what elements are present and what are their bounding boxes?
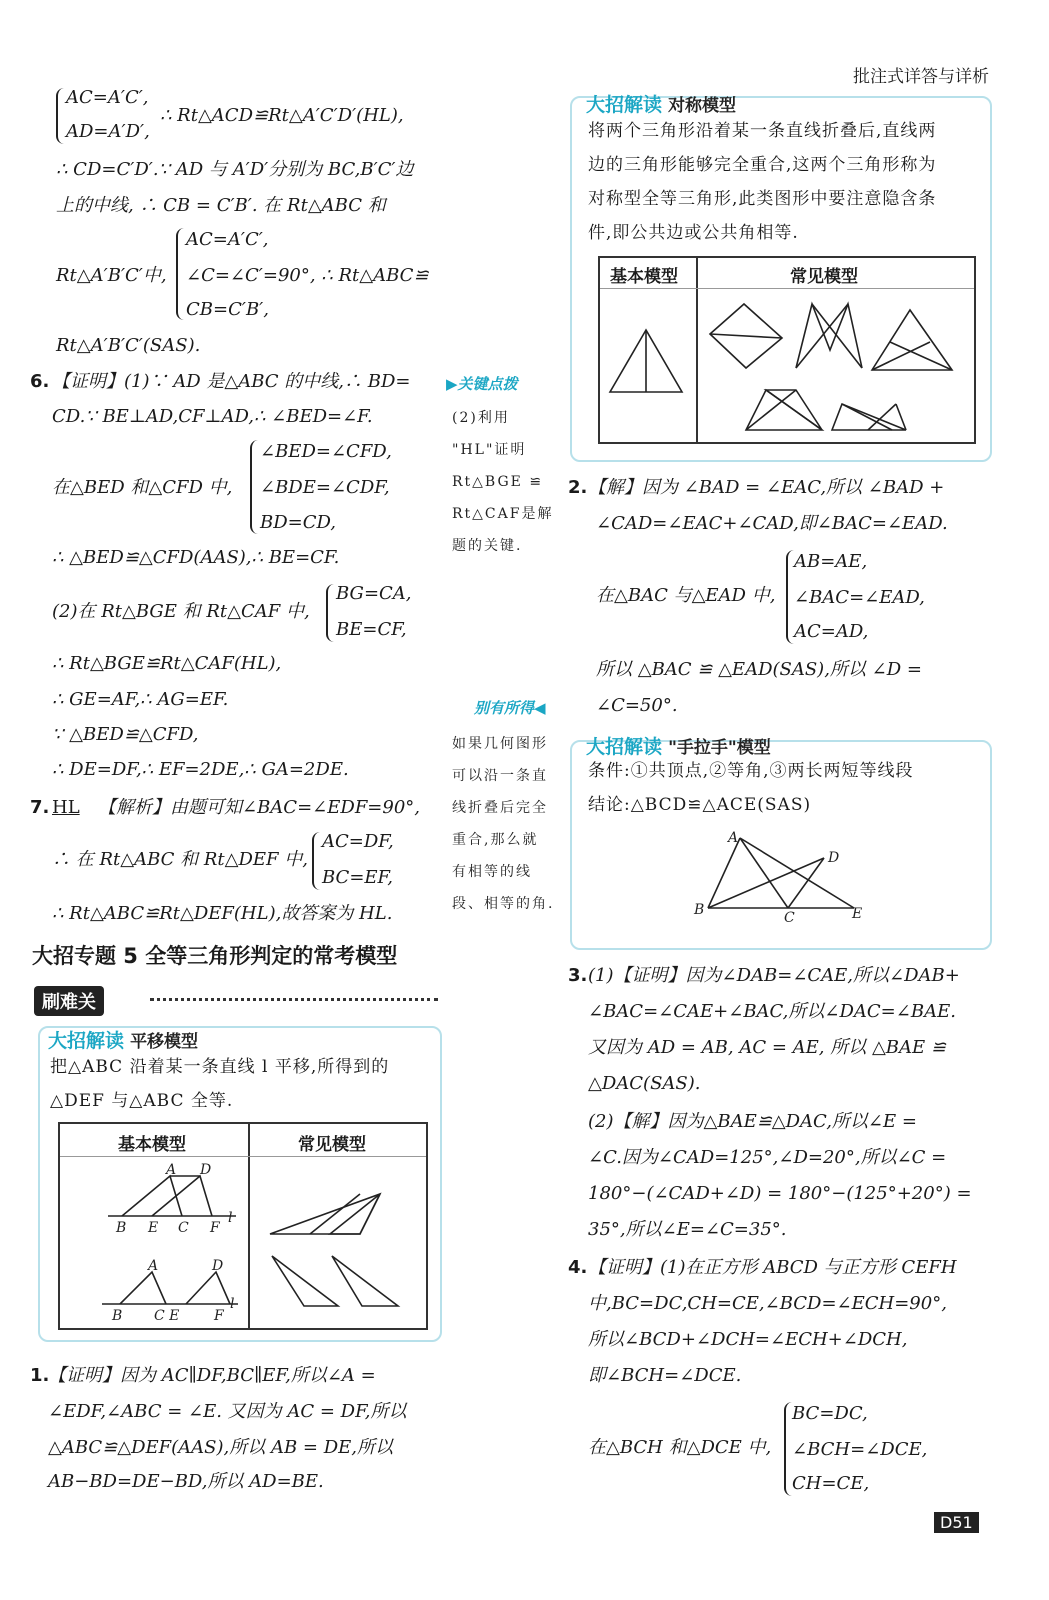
- text-line: ∠C.因为∠CAD=125°,∠D=20°,所以∠C =: [588, 1147, 947, 1168]
- text-line: ∠EDF,∠ABC = ∠E. 又因为 AC = DF,所以: [48, 1401, 407, 1422]
- tip-text: 件,即公共边或公共角相等.: [588, 223, 799, 243]
- fig-label: E: [852, 906, 863, 922]
- question-number: 6.: [30, 371, 50, 392]
- text-line: Rt△A′B′C′(SAS).: [56, 335, 201, 356]
- text-line: 【证明】(1)∵ AD 是△ABC 的中线,∴ BD=: [52, 371, 411, 392]
- text-line: ∵ △BED≌△CFD,: [52, 724, 199, 745]
- text-line: BC=DC,: [792, 1403, 868, 1424]
- table-divider: [60, 1156, 426, 1157]
- translation-figures: [60, 1158, 424, 1326]
- tip-text: 对称型全等三角形,此类图形中要注意隐含条: [588, 189, 937, 209]
- text-line: AC=AD,: [794, 621, 869, 642]
- brace: [176, 228, 184, 320]
- fig-label: l: [230, 1296, 235, 1312]
- question-number: 7.: [30, 797, 50, 818]
- fig-label: C: [784, 910, 795, 926]
- brush-logo: 刷难关: [34, 986, 104, 1016]
- question-number: 3.: [568, 965, 588, 986]
- text-line: △ABC≌△DEF(AAS),所以 AB = DE,所以: [48, 1437, 394, 1458]
- dotted-divider: [150, 998, 438, 1001]
- text-line: 在△BCH 和△DCE 中,: [588, 1437, 772, 1458]
- tip-text: 结论:△BCD≌△ACE(SAS): [588, 795, 812, 815]
- text-line: CD.∵ BE⊥AD,CF⊥AD,∴ ∠BED=∠F.: [52, 406, 373, 427]
- text-line: ∠BAC=∠CAE+∠BAC,所以∠DAC=∠BAE.: [588, 1001, 956, 1022]
- text-line: ∴ △BED≌△CFD(AAS),∴ BE=CF.: [52, 547, 340, 568]
- tip-text: 条件:①共顶点,②等角,③两长两短等线段: [588, 761, 914, 781]
- fig-label: l: [228, 1210, 233, 1226]
- question-number: 4.: [568, 1257, 588, 1278]
- text-line: AD=A′D′,: [66, 121, 150, 142]
- fig-label: C E: [154, 1308, 180, 1324]
- side-note-line: Rt△CAF是解: [452, 506, 554, 522]
- side-note-line: (2)利用: [452, 410, 510, 426]
- text-line: ∠C=∠C′=90°, ∴ Rt△ABC≌: [186, 265, 429, 286]
- side-note-line: 可以沿一条直: [452, 768, 548, 784]
- text-line: ∠C=50°.: [596, 695, 678, 716]
- tip-topic: 平移模型: [130, 1032, 199, 1052]
- table-divider: [600, 288, 974, 289]
- table-header-common: 常见模型: [790, 267, 858, 287]
- text-line: CB=C′B′,: [186, 299, 269, 320]
- text-line: 所以∠BCD+∠DCH=∠ECH+∠DCH,: [588, 1329, 908, 1350]
- tip-label: 大招解读: [586, 94, 663, 116]
- answer-text: HL: [52, 797, 80, 818]
- text-line: BG=CA,: [336, 583, 412, 604]
- text-line: ∴ Rt△ABC≌Rt△DEF(HL),故答案为 HL.: [52, 903, 393, 924]
- question-number: 1.: [30, 1365, 50, 1386]
- fig-label: D: [212, 1258, 224, 1274]
- side-note-line: 线折叠后完全: [452, 800, 548, 816]
- text-line: BC=EF,: [322, 867, 393, 888]
- side-note-line: 重合,那么就: [452, 832, 539, 848]
- fig-label: C: [178, 1220, 189, 1236]
- text-line: 【解析】由题可知∠BAC=∠EDF=90°,: [98, 797, 421, 818]
- text-line: (1)【证明】因为∠DAB=∠CAE,所以∠DAB+: [588, 965, 960, 986]
- brace: [56, 88, 64, 144]
- text-line: (2)【解】因为△BAE≌△DAC,所以∠E =: [588, 1111, 917, 1132]
- text-line: AC=A′C′,: [186, 229, 269, 250]
- text-line: ∠BCH=∠DCE,: [792, 1439, 928, 1460]
- hand-in-hand-figure: [690, 826, 870, 926]
- text-line: ∴ Rt△BGE≌Rt△CAF(HL),: [52, 653, 282, 674]
- fig-label: E: [148, 1220, 159, 1236]
- fig-label: D: [200, 1162, 212, 1178]
- tip-topic: 对称模型: [668, 96, 737, 116]
- text-line: 35°,所以∠E=∠C=35°.: [588, 1219, 787, 1240]
- table-header-common: 常见模型: [298, 1135, 366, 1155]
- side-note-line: 有相等的线: [452, 864, 532, 880]
- tip-text: 将两个三角形沿着某一条直线折叠后,直线两: [588, 121, 937, 141]
- fig-label: F: [210, 1220, 220, 1236]
- brace: [312, 832, 320, 890]
- text-line: 【解】因为 ∠BAD = ∠EAC,所以 ∠BAD +: [588, 477, 945, 498]
- text-line: AB=AE,: [794, 551, 868, 572]
- text-line: Rt△A′B′C′中,: [56, 265, 167, 286]
- text-line: 【证明】因为 AC∥DF,BC∥EF,所以∠A =: [48, 1365, 376, 1386]
- text-line: AB−BD=DE−BD,所以 AD=BE.: [48, 1471, 324, 1492]
- text-line: 【证明】(1)在正方形 ABCD 与正方形 CEFH: [588, 1257, 957, 1278]
- text-line: 在△BED 和△CFD 中,: [52, 477, 233, 498]
- tip-topic: "手拉手"模型: [668, 738, 771, 758]
- section-title: 大招专题 5 全等三角形判定的常考模型: [32, 944, 398, 968]
- text-line: AC=DF,: [322, 831, 394, 852]
- text-line: 所以 △BAC ≌ △EAD(SAS),所以 ∠D =: [596, 659, 922, 680]
- fig-label: B: [116, 1220, 127, 1236]
- fig-label: B: [112, 1308, 123, 1324]
- text-line: CH=CE,: [792, 1473, 870, 1494]
- page-header-title: 批注式详答与详析: [853, 67, 989, 87]
- tip-box-title: [48, 1026, 198, 1053]
- side-note-line: 题的关键.: [452, 538, 523, 554]
- text-line: 在△BAC 与△EAD 中,: [596, 585, 776, 606]
- text-line: ∴ 在 Rt△ABC 和 Rt△DEF 中,: [52, 849, 308, 870]
- table-header-basic: 基本模型: [610, 267, 678, 287]
- text-line: ∠BED=∠CFD,: [260, 441, 392, 462]
- symmetry-figures: [600, 290, 972, 440]
- tip-text: 把△ABC 沿着某一条直线 l 平移,所得到的: [50, 1057, 390, 1077]
- text-line: △DAC(SAS).: [588, 1073, 701, 1094]
- brace: [326, 584, 334, 642]
- text-line: 180°−(∠CAD+∠D) = 180°−(125°+20°) =: [588, 1183, 972, 1204]
- text-line: 上的中线, ∴ CB = C′B′. 在 Rt△ABC 和: [56, 195, 386, 216]
- text-line: ∠BAC=∠EAD,: [794, 587, 925, 608]
- side-note-line: 如果几何图形: [452, 736, 548, 752]
- text-line: BD=CD,: [260, 512, 337, 533]
- text-line: (2)在 Rt△BGE 和 Rt△CAF 中,: [52, 601, 310, 622]
- page-number: D51: [934, 1512, 979, 1533]
- text-line: AC=A′C′,: [66, 87, 149, 108]
- side-note-line: 段、相等的角.: [452, 896, 555, 912]
- side-note-line: "HL"证明: [452, 442, 527, 458]
- key-tip-tag: ▶关键点拨: [446, 375, 518, 393]
- text-line: ∴ Rt△ACD≌Rt△A′C′D′(HL),: [160, 105, 404, 126]
- text-line: 又因为 AD = AB, AC = AE, 所以 △BAE ≌: [588, 1037, 946, 1058]
- table-header-basic: 基本模型: [118, 1135, 186, 1155]
- fig-label: A: [728, 830, 739, 846]
- text-line: ∴ DE=DF,∴ EF=2DE,∴ GA=2DE.: [52, 759, 349, 780]
- brace: [250, 440, 258, 534]
- brace: [784, 1402, 792, 1496]
- question-number: 2.: [568, 477, 588, 498]
- fig-label: A: [166, 1162, 177, 1178]
- fig-label: F: [214, 1308, 224, 1324]
- text-line: BE=CF,: [336, 619, 407, 640]
- text-line: ∴ CD=C′D′.∵ AD 与 A′D′分别为 BC,B′C′边: [56, 159, 414, 180]
- fig-label: B: [694, 902, 705, 918]
- tip-text: △DEF 与△ABC 全等.: [50, 1091, 234, 1111]
- fig-label: D: [828, 850, 840, 866]
- tip-label: 大招解读: [586, 736, 663, 758]
- fig-label: A: [148, 1258, 159, 1274]
- insight-tag: 别有所得◀: [474, 699, 546, 717]
- tip-text: 边的三角形能够完全重合,这两个三角形称为: [588, 155, 937, 175]
- brace: [786, 550, 794, 644]
- tip-label: 大招解读: [48, 1030, 125, 1052]
- side-note-line: Rt△BGE ≌: [452, 474, 544, 490]
- tip-box-title: [586, 90, 736, 117]
- text-line: ∠BDE=∠CDF,: [260, 477, 390, 498]
- text-line: ∠CAD=∠EAC+∠CAD,即∠BAC=∠EAD.: [596, 513, 948, 534]
- text-line: ∴ GE=AF,∴ AG=EF.: [52, 689, 229, 710]
- text-line: 即∠BCH=∠DCE.: [588, 1365, 742, 1386]
- text-line: 中,BC=DC,CH=CE,∠BCD=∠ECH=90°,: [588, 1293, 947, 1314]
